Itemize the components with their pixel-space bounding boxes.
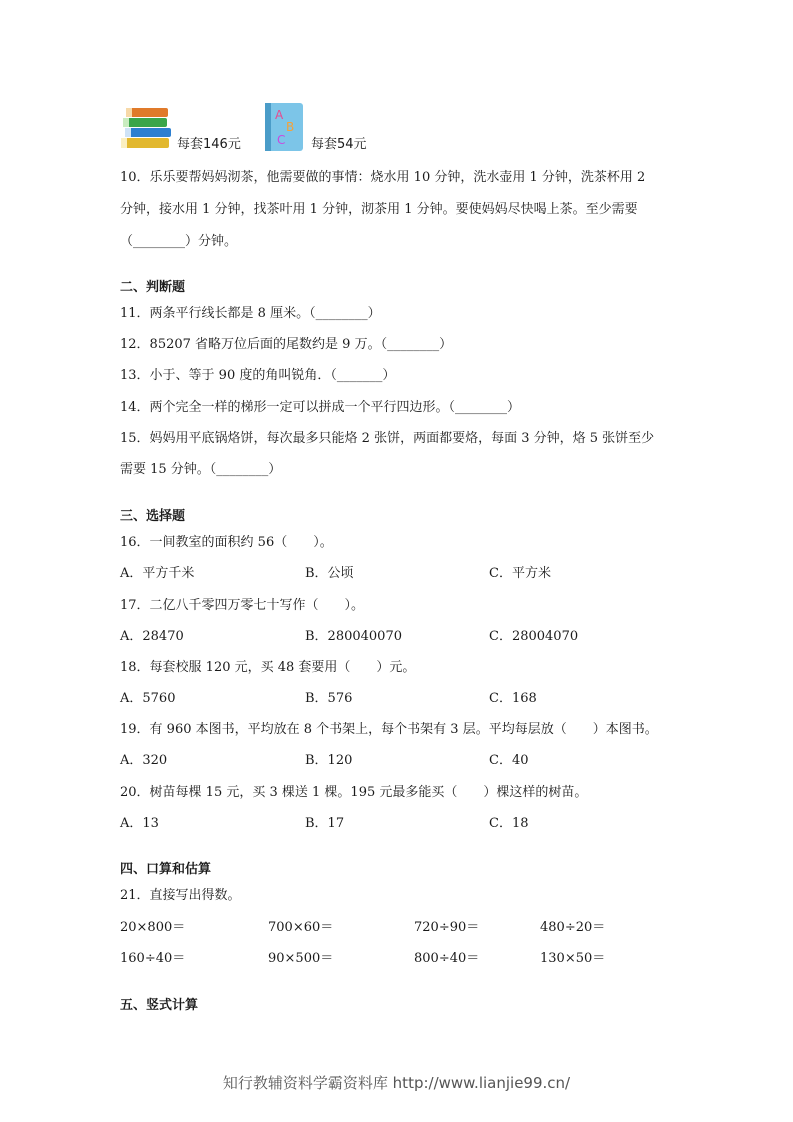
calc-row2-item1: 160÷40＝	[120, 951, 186, 966]
abc-letter-c: C	[277, 133, 286, 147]
q16-option-a: A．平方千米	[120, 566, 195, 581]
q20-stem: 20．树苗每棵 15 元，买 3 棵送 1 棵。195 元最多能买（ ）棵这样的树苗。	[120, 785, 588, 800]
q17-option-b: B．280040070	[305, 629, 402, 644]
calc-row2-item2: 90×500＝	[268, 951, 334, 966]
calc-row1-item3: 720÷90＝	[414, 920, 480, 935]
q19-stem: 19．有 960 本图书，平均放在 8 个书架上，每个书架有 3 层。平均每层放（ ）本图书。	[120, 722, 658, 737]
q16-option-c: C．平方米	[489, 566, 551, 581]
abc-book-image	[261, 101, 307, 153]
q10-line3: （________）分钟。	[120, 234, 238, 249]
q17-stem: 17．二亿八千零四万零七十写作（ ）。	[120, 598, 365, 613]
q18-stem: 18．每套校服 120 元，买 48 套要用（ ）元。	[120, 660, 416, 675]
q17-option-a: A．28470	[120, 629, 184, 644]
q15-line1: 15．妈妈用平底锅烙饼，每次最多只能烙 2 张饼，两面都要烙，每面 3 分钟，烙 5 张饼至少	[120, 431, 655, 446]
books-stack-image	[120, 104, 174, 150]
q14: 14．两个完全一样的梯形一定可以拼成一个平行四边形。（________）	[120, 400, 521, 415]
q17-option-c: C．28004070	[489, 629, 579, 644]
q15-line2: 需要 15 分钟。（________）	[120, 462, 282, 477]
q21: 21．直接写出得数。	[120, 888, 241, 903]
calc-row2-item4: 130×50＝	[540, 951, 606, 966]
calc-row1-item2: 700×60＝	[268, 920, 334, 935]
section2-title: 二、判断题	[120, 280, 186, 295]
q11: 11．两条平行线长都是 8 厘米。（________）	[120, 306, 381, 321]
q10-line2: 分钟，接水用 1 分钟，找茶叶用 1 分钟，沏茶用 1 分钟。要使妈妈尽快喝上茶。至少需要	[120, 202, 638, 217]
section4-title: 四、口算和估算	[120, 862, 212, 877]
item1-price: 每套146元	[177, 137, 241, 152]
q16-stem: 16．一间教室的面积约 56（ ）。	[120, 535, 333, 550]
calc-row1-item4: 480÷20＝	[540, 920, 606, 935]
item2-price: 每套54元	[311, 137, 367, 152]
q19-option-b: B．120	[305, 753, 353, 768]
section3-title: 三、选择题	[120, 509, 186, 524]
q18-option-b: B．576	[305, 691, 353, 706]
abc-letter-a: A	[275, 108, 284, 122]
q18-option-a: A．5760	[120, 691, 176, 706]
q13: 13．小于、等于 90 度的角叫锐角．（_______）	[120, 368, 396, 383]
abc-letter-b: B	[286, 120, 295, 134]
calc-row1-item1: 20×800＝	[120, 920, 186, 935]
q16-option-b: B．公顷	[305, 566, 354, 581]
q19-option-c: C．40	[489, 753, 529, 768]
calc-row2-item3: 800÷40＝	[414, 951, 480, 966]
q19-option-a: A．320	[120, 753, 168, 768]
q10-line1: 10．乐乐要帮妈妈沏茶，他需要做的事情：烧水用 10 分钟，洗水壶用 1 分钟，洗茶杯用 2	[120, 170, 646, 185]
footer-watermark: 知行教辅资料学霸资料库 http://www.lianjie99.cn/	[222, 1074, 571, 1092]
q12: 12．85207 省略万位后面的尾数约是 9 万。（________）	[120, 337, 453, 352]
q20-option-a: A．13	[120, 816, 159, 831]
q18-option-c: C．168	[489, 691, 537, 706]
q20-option-c: C．18	[489, 816, 529, 831]
section5-title: 五、竖式计算	[120, 998, 199, 1013]
q20-option-b: B．17	[305, 816, 345, 831]
